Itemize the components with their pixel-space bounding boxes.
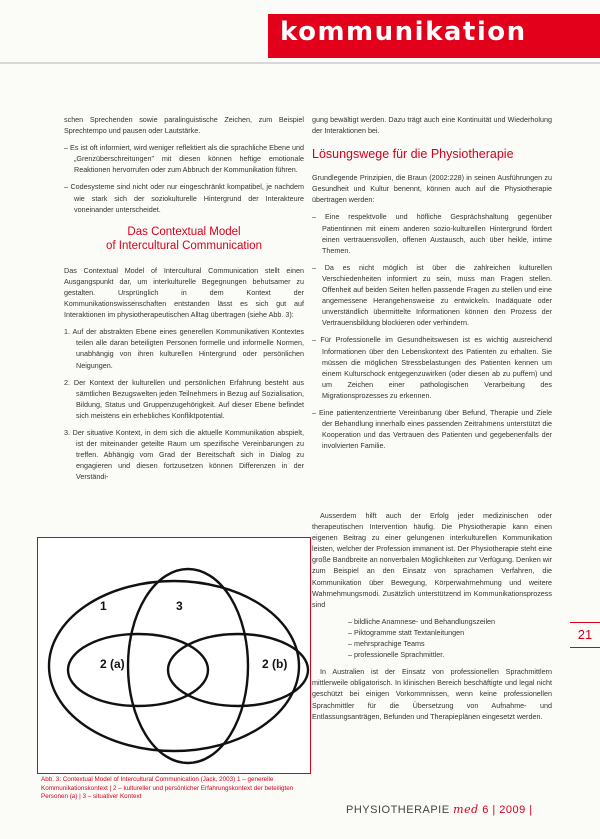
right-column-lower	[312, 510, 552, 728]
intro-paragraph: Grundlegende Prinzipien, die Braun (2002:228) in seinen Ausführungen zu Gesundheit und Kultur benennt, können auch auf die Physiotherapie übertragen werden:	[312, 173, 552, 205]
section-heading-contextual-model	[64, 225, 304, 253]
heading-line: Das Contextual Model	[127, 225, 241, 238]
heading-line: of Intercultural Communication	[106, 239, 262, 252]
label-1: 1	[100, 599, 107, 613]
figure-caption: Abb. 3: Contextual Model of Intercultural Communication (Jack, 2003) 1 – generelle Kommunikationskontext | 2 – kultureller und persönlicher Erfahrungskontext der beteiligten Personen (a) | 3 – situativer Kontext	[41, 776, 294, 801]
journal-name: PHYSIOTHERAPIE	[346, 804, 450, 816]
body-paragraph: Ausserdem hilft auch der Erfolg jeder medizinischen oder therapeutischen Intervention häufig. Die Physiotherapie kann einen eigenen Beitrag zu einer gelungenen interkulturellen Kommunikation leisten, welcher der Profession immanent ist. Der Physiotherapie steht eine große Bandbreite an nonverbalen Möglichkeiten zur Verfügung. Denken wir zum Beispiel an den Einsatz von sprachamen Verfahren, die Kommunikation über Bewegung, Körperwahrnehmung und weitere Wahrnehmungsmodi. Zusätzlich unterstützend im Kommunikationsprozess sind	[312, 511, 552, 609]
label-2b: 2 (b)	[262, 657, 288, 671]
right-column	[312, 114, 552, 457]
dash-item: – Eine respektvolle und höfliche Gesprächshaltung gegenüber Patientinnen mit einem anderen sozio-kulturellen Hintergrund fördert einen vertrauensvollen, offenen Austausch, auch über heikle, intime Themen.	[312, 212, 552, 255]
support-list-item: – mehrsprachige Teams	[348, 639, 425, 649]
venn-diagram	[38, 538, 310, 773]
numbered-item: 3. Der situative Kontext, in dem sich die aktuelle Kommunikation abspielt, ist der miteinander geteilte Raum um spezifische Vereinbarungen zu treffen. Abhängig vom Grad der Bereitschaft sich in Dialog zu engagieren und diesen fortzusetzen können Differenzen in der Verständi-	[64, 427, 304, 482]
context-ellipse-vertical	[128, 569, 248, 763]
support-list-item: – Piktogramme statt Textanleitungen	[348, 627, 465, 637]
intro-dash-item: – Es ist oft informiert, wird weniger reflektiert als die sprachliche Ebene und „Grenzüberschreitungen" mit diesen können heftige emotionale Reaktionen hervorrufen oder zum Abbruch der Kommunikation führen.	[64, 143, 304, 175]
numbered-item: 2. Der Kontext der kulturellen und persönlichen Erfahrung besteht aus sämtlichen Bezugswelten jeden Teilnehmers in Bezug auf Sozialisation, Bildung, Status und Gruppenzugehörigkeit. Auf dieser Ebene befindet sich meistens ein erhebliches Konfliktpotential.	[64, 377, 304, 420]
body-paragraph: Das Contextual Model of Intercultural Communication stellt einen Ausgangspunkt dar, um interkulturelle Begegnungen behutsamer zu gestalten. Ursprünglich in dem Kontext der Kommunikationswissenschaften entstanden lässt es sich gut auf Interaktionen im physiotherapeutischen Alltag übertragen (siehe Abb. 3):	[64, 265, 304, 320]
issue-number: 6 | 2009 |	[482, 804, 533, 816]
intro-paragraph: schen Sprechenden sowie paralinguistische Zeichen, zum Beispiel Sprechtempo und pausen oder Lautstärke.	[64, 115, 304, 136]
label-3: 3	[176, 599, 183, 613]
page-number-tab	[570, 622, 600, 648]
body-paragraph: In Australien ist der Einsatz von professionellen Sprachmittlern mittlerweile obligatorisch. In klinischen Bereich beschäftigte und legal nicht geschützt bei einigen Vorkommnissen, wenn keine professionellen Sprachmittler für die Übersetzung von Aufnahme- und Entlassungsanträgen, Befunden und Therapieplänen eingesetzt werden.	[312, 667, 552, 721]
dash-item: – Für Professionelle im Gesundheitswesen ist es wichtig ausreichend Informationen über den Lebenskontext des Patienten zu erhalten. Sie müssen die möglichen Stressbelastungen des Patienten kennen um einem Kulturschock entgegenzuwirken (oder diesen ab zu puffern) und um Zeichen einer pathologischen Verarbeitung des Migrationsprozesses zu erkennen.	[312, 335, 552, 400]
label-2a: 2 (a)	[100, 657, 125, 671]
numbered-item: 1. Auf der abstrakten Ebene eines generellen Kommunikativen Kontextes teilen alle daran beteiligten Personen formelle und informelle Normen, unabhängig von ihren kulturellen Hintergrund oder persönlichen Neigungen.	[64, 327, 304, 370]
footer	[346, 803, 533, 816]
support-list-item: – bildliche Anamnese- und Behandlungszeilen	[348, 616, 496, 626]
dash-item: – Da es nicht möglich ist über die zahlreichen kulturellen Verschiedenheiten informiert zu sein, muss man Fragen stellen. Offenheit auf beiden Seiten helfen passende Fragen zu stellen und eine angemessene Herangehensweise zu entwickeln. Inadäquate oder unverständlich übermittelte Informationen können den Prozess der Vertrauensbildung blockieren oder verhindern.	[312, 262, 552, 328]
intro-dash-item: – Codesysteme sind nicht oder nur eingeschränkt kompatibel, je nachdem wie stark sich der soziokulturelle Hintergrund der Interakteure voneinander unterscheidet.	[64, 182, 304, 214]
journal-med: med	[453, 803, 479, 816]
section-title: kommunikation	[280, 17, 527, 47]
header-rule	[0, 62, 600, 64]
continuation-paragraph: gung bewältigt werden. Dazu trägt auch eine Kontinuität und Wiederholung der Interaktionen bei.	[312, 115, 552, 136]
support-list	[348, 616, 552, 660]
page-number: 21	[577, 627, 593, 642]
section-heading-loesungswege: Lösungswege für die Physiotherapie	[312, 147, 514, 162]
figure-frame	[37, 537, 311, 774]
left-column	[64, 114, 304, 488]
support-list-item: – professionelle Sprachmittler.	[348, 650, 445, 660]
dash-item: – Eine patientenzentrierte Vereinbarung über Befund, Therapie und Ziele der Behandlung innerhalb eines passenden Zeitrahmens unterstützt die Kooperation und das Vertrauen des Patienten und gegebenenfalls der involvierten Familie.	[312, 407, 552, 451]
